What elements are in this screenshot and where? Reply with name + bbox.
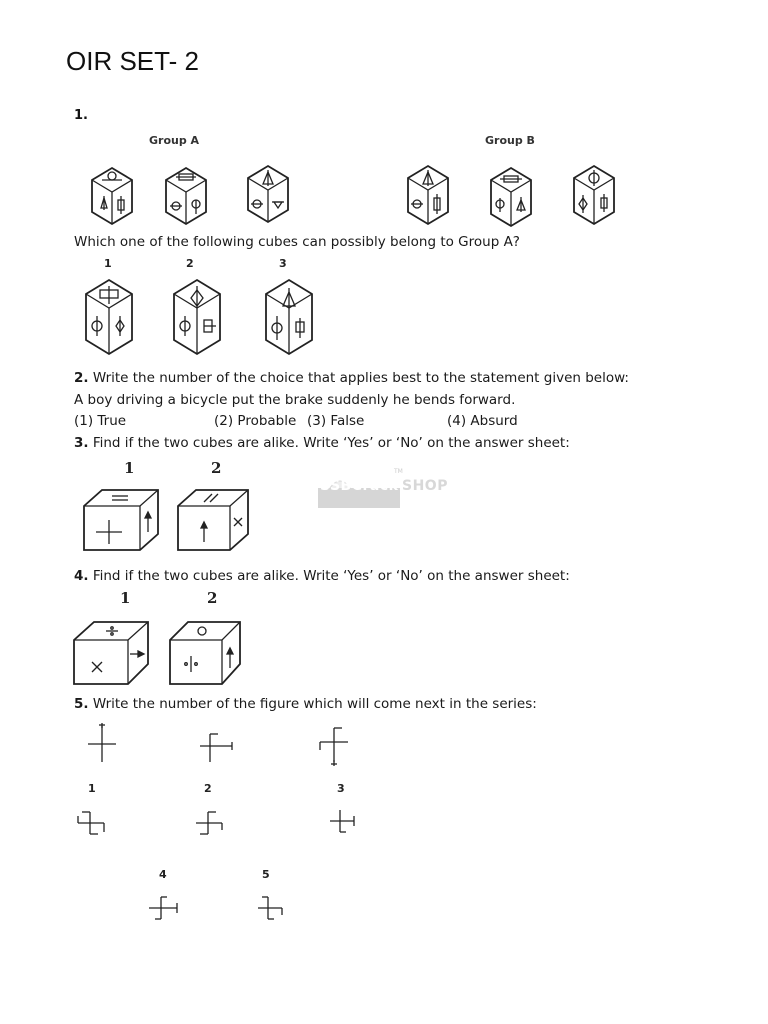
q3-label-1: 1 [124, 459, 135, 477]
q5-option-label-3: 3 [337, 782, 345, 795]
q2-text [74, 370, 629, 386]
q5-option-figure-1[interactable] [76, 808, 110, 838]
q4-number: 4. [74, 568, 89, 584]
q2-choice-2: (2) Probable [214, 413, 297, 429]
q5-text [74, 696, 537, 712]
q5-option-figure-3[interactable] [326, 806, 360, 836]
q1-option-cube-1[interactable] [82, 272, 138, 358]
q5-series-figure-3 [316, 722, 356, 772]
q4-label-1: 1 [120, 589, 131, 607]
group-a-label: Group A [149, 134, 200, 147]
q5-option-figure-5[interactable] [254, 893, 288, 923]
group-a-cube-2 [162, 160, 212, 230]
q3-cube-1 [82, 488, 162, 554]
group-b-cube-3 [570, 158, 620, 230]
q1-option-label-2: 2 [186, 257, 194, 270]
group-b-cube-1 [404, 158, 454, 230]
q5-option-label-2: 2 [204, 782, 212, 795]
q2-number: 2. [74, 370, 89, 386]
q1-option-cube-2[interactable] [170, 272, 226, 358]
group-a-cube-1 [88, 160, 138, 230]
q4-text [74, 568, 570, 584]
q3-text [74, 435, 570, 451]
q1-number: 1. [74, 108, 88, 123]
q5-instruction: Write the number of the figure which will come next in the series: [88, 696, 537, 712]
page-title: OIR SET- 2 [66, 46, 199, 76]
group-b-label: Group B [485, 134, 535, 147]
q5-option-label-5: 5 [262, 868, 270, 881]
q3-instruction: Find if the two cubes are alike. Write ‘Yes’ or ‘No’ on the answer sheet: [88, 435, 570, 451]
q4-cube-1 [72, 620, 152, 686]
q4-cube-2 [168, 620, 244, 686]
q5-series-figure-2 [198, 724, 238, 768]
q3-number: 3. [74, 435, 89, 451]
q5-number: 5. [74, 696, 89, 712]
q3-label-2: 2 [211, 459, 222, 477]
q2-choice-4: (4) Absurd [447, 413, 518, 429]
q1-option-cube-3[interactable] [262, 272, 318, 358]
q2-choice-3: (3) False [307, 413, 365, 429]
q1-question: Which one of the following cubes can possibly belong to Group A? [74, 234, 520, 250]
q5-option-label-1: 1 [88, 782, 96, 795]
q4-label-2: 2 [207, 589, 218, 607]
q1-option-label-1: 1 [104, 257, 112, 270]
q2-choice-1: (1) True [74, 413, 127, 429]
watermark-suffix: SHOP [402, 478, 448, 494]
q5-option-figure-4[interactable] [147, 893, 181, 923]
q1-option-label-3: 3 [279, 257, 287, 270]
watermark-tm: TM [394, 468, 403, 475]
group-b-cube-2 [487, 160, 537, 232]
q5-series-figure-1 [86, 722, 126, 766]
watermark [316, 470, 456, 510]
group-a-cube-3 [244, 158, 294, 228]
q5-option-figure-2[interactable] [194, 808, 228, 838]
q2-statement: A boy driving a bicycle put the brake suddenly he bends forward. [74, 392, 516, 408]
q2-instruction: Write the number of the choice that applies best to the statement given below: [88, 370, 629, 386]
watermark-brand: SSBCrack [320, 478, 399, 494]
q4-instruction: Find if the two cubes are alike. Write ‘Yes’ or ‘No’ on the answer sheet: [88, 568, 570, 584]
q3-cube-2 [176, 488, 252, 554]
q5-option-label-4: 4 [159, 868, 167, 881]
